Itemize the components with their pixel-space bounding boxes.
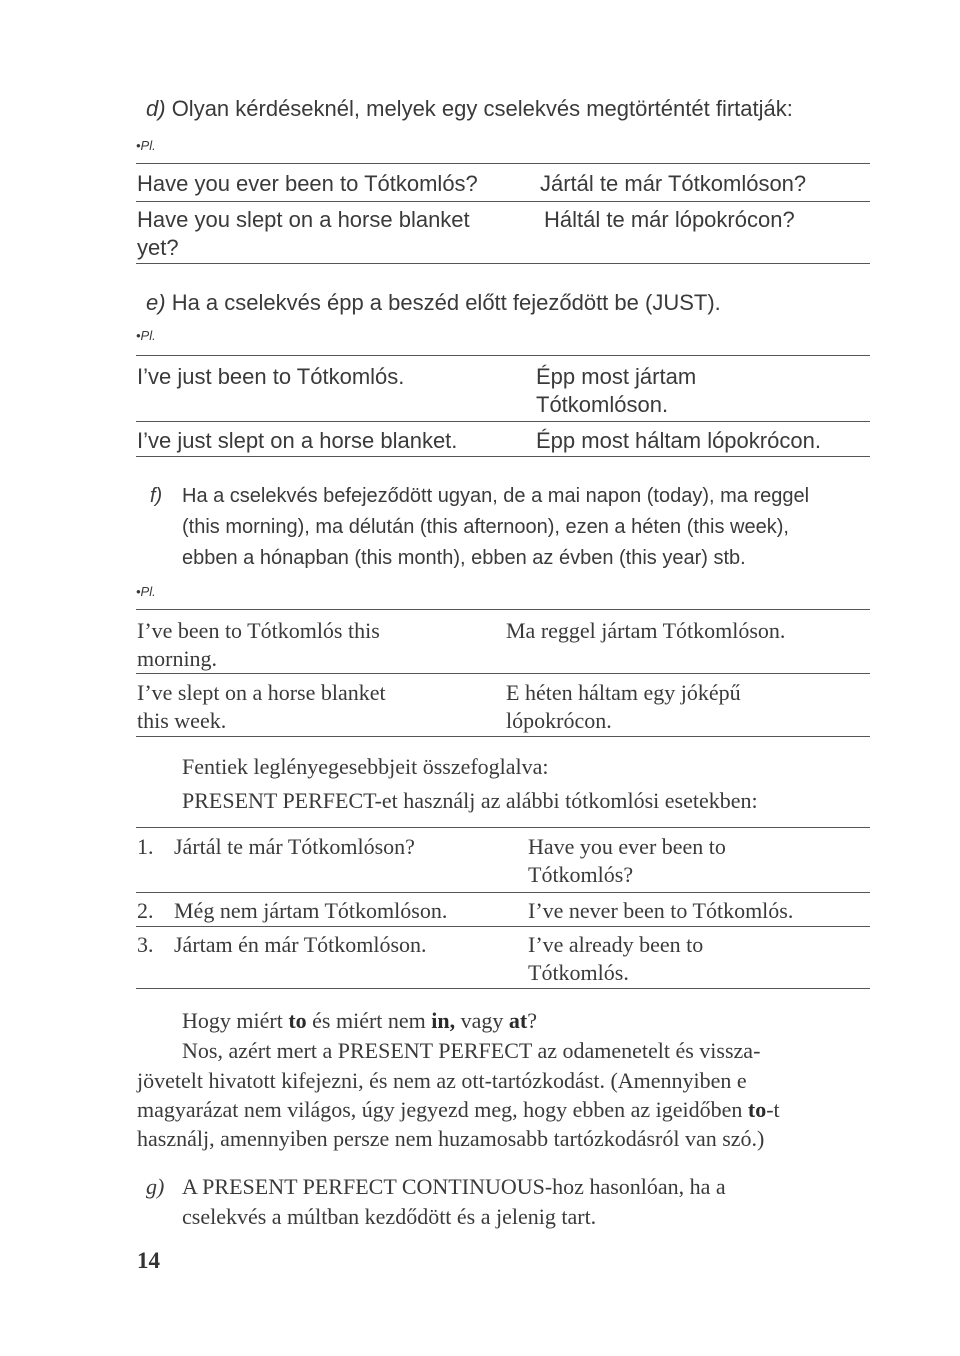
example-f1-english-2: morning. xyxy=(137,646,218,671)
example-d2-continuation: yet? xyxy=(137,235,179,260)
summary-item-2-number: 2. xyxy=(137,898,154,923)
divider xyxy=(136,827,870,828)
section-d-pl: •Pl. xyxy=(136,138,156,153)
example-f2-english-1: I’ve slept on a horse blanket xyxy=(137,680,386,705)
divider xyxy=(136,926,870,927)
divider xyxy=(136,892,870,893)
section-f-letter: f) xyxy=(150,485,163,507)
section-d-letter: d) xyxy=(146,96,166,121)
section-f-line-2: (this morning), ma délután (this afternoon), ezen a héten (this week), xyxy=(182,516,789,538)
why-question-part: és miért nem xyxy=(306,1008,432,1033)
divider xyxy=(136,988,870,989)
divider xyxy=(136,421,870,422)
why-paragraph-line-4: használj, amennyiben persze nem huzamosabb tartózkodásról van szó.) xyxy=(137,1126,765,1151)
summary-line-2: PRESENT PERFECT-et használj az alábbi tótkomlósi esetekben: xyxy=(182,788,758,813)
summary-item-3-english-2: Tótkomlós. xyxy=(528,960,629,985)
summary-item-1-number: 1. xyxy=(137,834,154,859)
example-e1-english: I’ve just been to Tótkomlós. xyxy=(137,364,405,389)
section-f-line-3: ebben a hónapban (this month), ebben az évben (this year) stb. xyxy=(182,547,746,569)
summary-item-3-hungarian: Jártam én már Tótkomlóson. xyxy=(174,932,427,957)
example-e1-hungarian-2: Tótkomlóson. xyxy=(536,392,669,417)
section-f-pl: •Pl. xyxy=(136,584,156,599)
why-question-in: in, xyxy=(431,1008,456,1033)
section-g-letter: g) xyxy=(146,1174,165,1199)
page-number: 14 xyxy=(137,1248,160,1273)
example-e2-english: I’ve just slept on a horse blanket. xyxy=(137,428,458,453)
example-d2-english: Have you slept on a horse blanket xyxy=(137,207,470,232)
section-g-line-2: cselekvés a múltban kezdődött és a jelenig tart. xyxy=(182,1204,597,1229)
why-question-part: ? xyxy=(527,1008,538,1033)
example-e2-hungarian: Épp most háltam lópokrócon. xyxy=(536,428,821,453)
section-d-heading xyxy=(146,96,793,122)
why-question-part: vagy xyxy=(455,1008,509,1033)
why-question-at: at xyxy=(508,1008,528,1033)
why-question xyxy=(182,1008,537,1034)
summary-item-1-english-2: Tótkomlós? xyxy=(528,862,634,887)
example-f2-english-2: this week. xyxy=(137,708,227,733)
summary-item-2-hungarian: Még nem jártam Tótkomlóson. xyxy=(174,898,448,923)
example-f1-hungarian: Ma reggel jártam Tótkomlóson. xyxy=(506,618,786,643)
why-paragraph-line-3 xyxy=(137,1097,780,1123)
divider xyxy=(136,263,870,264)
section-f-line-1: Ha a cselekvés befejeződött ugyan, de a mai napon (today), ma reggel xyxy=(182,485,810,507)
example-d1-hungarian: Jártál te már Tótkomlóson? xyxy=(540,171,807,196)
summary-item-1-english-1: Have you ever been to xyxy=(528,834,726,859)
section-e-letter: e) xyxy=(146,290,166,315)
section-g-line-1: A PRESENT PERFECT CONTINUOUS-hoz hasonlóan, ha a xyxy=(182,1174,726,1199)
why-paragraph-part: -t xyxy=(766,1097,780,1122)
why-question-part: Hogy miért xyxy=(182,1008,289,1033)
why-paragraph-line-2: jövetelt hivatott kifejezni, és nem az ott-tartózkodást. (Amennyiben e xyxy=(137,1068,747,1093)
section-d-text: Olyan kérdéseknél, melyek egy cselekvés megtörténtét firtatják: xyxy=(171,96,793,121)
section-e-pl: •Pl. xyxy=(136,328,156,343)
divider xyxy=(136,673,870,674)
summary-item-1-hungarian: Jártál te már Tótkomlóson? xyxy=(174,834,415,859)
divider xyxy=(136,163,870,164)
why-paragraph-to: to xyxy=(747,1097,767,1122)
why-question-to: to xyxy=(288,1008,307,1033)
divider xyxy=(136,609,870,610)
summary-item-3-english-1: I’ve already been to xyxy=(528,932,704,957)
example-f2-hungarian-1: E héten háltam egy jóképű xyxy=(506,680,741,705)
why-paragraph-part: magyarázat nem világos, úgy jegyezd meg, hogy ebben az igeidőben xyxy=(137,1097,748,1122)
example-f2-hungarian-2: lópokrócon. xyxy=(506,708,612,733)
why-paragraph-line-1: Nos, azért mert a PRESENT PERFECT az odamenetelt és vissza- xyxy=(182,1038,761,1063)
summary-item-3-number: 3. xyxy=(137,932,154,957)
example-e1-hungarian-1: Épp most jártam xyxy=(536,364,697,389)
example-d1-english: Have you ever been to Tótkomlós? xyxy=(137,171,478,196)
example-f1-english-1: I’ve been to Tótkomlós this xyxy=(137,618,380,643)
example-d2-hungarian: Háltál te már lópokrócon? xyxy=(544,207,795,232)
section-e-heading xyxy=(146,290,721,316)
section-e-text: Ha a cselekvés épp a beszéd előtt fejeződött be (JUST). xyxy=(171,290,721,315)
summary-line-1: Fentiek leglényegesebbjeit összefoglalva: xyxy=(182,754,549,779)
divider xyxy=(136,456,870,457)
divider xyxy=(136,736,870,737)
divider xyxy=(136,355,870,356)
divider xyxy=(136,201,870,202)
summary-item-2-english: I’ve never been to Tótkomlós. xyxy=(528,898,794,923)
